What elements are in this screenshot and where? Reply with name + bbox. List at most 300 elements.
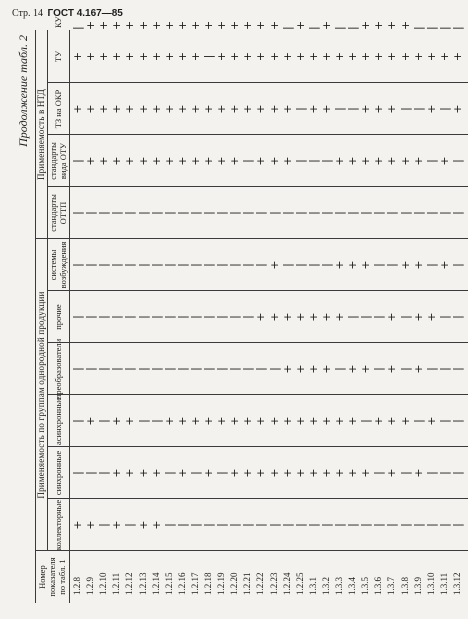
table-cell-mark: + bbox=[110, 468, 124, 478]
table-cell-mark: + bbox=[123, 20, 137, 30]
table-cell-mark: | bbox=[215, 315, 229, 319]
table-cell-mark: + bbox=[84, 51, 98, 62]
table-cell-mark: + bbox=[424, 104, 438, 114]
table-cell-mark: + bbox=[359, 468, 373, 478]
table-cell-mark: | bbox=[293, 263, 307, 267]
table-cell-mark: | bbox=[162, 471, 176, 475]
table-cell-mark: + bbox=[424, 416, 438, 426]
table-cell-mark: + bbox=[84, 20, 98, 30]
table-cell-mark: | bbox=[319, 263, 333, 267]
table-cell-mark: + bbox=[385, 20, 399, 30]
row-label: 1.2.12 bbox=[124, 572, 135, 595]
table-cell-mark: + bbox=[149, 51, 163, 62]
table-cell-mark: + bbox=[333, 156, 346, 166]
table-cell-mark: + bbox=[136, 51, 150, 62]
table-cell-mark: | bbox=[319, 159, 333, 163]
rotated-table bbox=[15, 16, 464, 603]
table-cell-mark: | bbox=[450, 211, 464, 215]
row-label: 1.3.1 bbox=[307, 577, 318, 595]
table-cell-mark: | bbox=[71, 367, 84, 371]
table-cell-mark: | bbox=[372, 263, 386, 267]
table-cell-mark: + bbox=[136, 156, 150, 166]
table-cell-mark: + bbox=[136, 104, 150, 114]
table-cell-mark: + bbox=[385, 468, 399, 478]
table-cell-mark: | bbox=[450, 159, 464, 163]
table-cell-mark: + bbox=[175, 468, 189, 478]
table-caption: Продолжение табл. 2 bbox=[16, 35, 30, 147]
table-cell-mark: + bbox=[202, 20, 215, 30]
table-cell-mark: | bbox=[450, 471, 464, 475]
table-cell-mark: + bbox=[254, 20, 268, 30]
table-cell-mark: | bbox=[123, 523, 137, 527]
table-cell-mark: + bbox=[162, 156, 176, 166]
row-label: 1.3.4 bbox=[347, 577, 358, 595]
table-cell-mark: + bbox=[267, 51, 281, 62]
table-cell-mark: | bbox=[319, 523, 333, 527]
row-label: 1.2.9 bbox=[85, 577, 96, 595]
table-cell-mark: + bbox=[215, 156, 229, 166]
table-cell-mark: + bbox=[359, 156, 373, 166]
column-header: системы возбуждения bbox=[48, 241, 68, 289]
table-cell-mark: | bbox=[424, 263, 438, 267]
table-cell-mark: | bbox=[437, 107, 451, 111]
table-cell-mark: + bbox=[372, 51, 386, 62]
table-cell-mark: + bbox=[346, 260, 360, 270]
table-cell-mark: + bbox=[424, 312, 438, 322]
table-cell-mark: | bbox=[398, 315, 412, 319]
table-cell-mark: | bbox=[202, 367, 215, 371]
table-cell-mark: | bbox=[411, 107, 425, 111]
table-cell-mark: | bbox=[333, 26, 346, 30]
table-top-line bbox=[35, 30, 36, 603]
table-cell-mark: + bbox=[280, 312, 294, 322]
header-bottom-line bbox=[69, 30, 70, 603]
table-cell-mark: + bbox=[254, 51, 268, 62]
table-cell-mark: + bbox=[306, 104, 320, 114]
table-cell-mark: + bbox=[241, 104, 255, 114]
table-cell-mark: | bbox=[136, 419, 150, 423]
table-cell-mark: + bbox=[333, 468, 346, 478]
table-cell-mark: + bbox=[97, 156, 111, 166]
table-cell-mark: | bbox=[450, 419, 464, 423]
table-cell-mark: + bbox=[280, 51, 294, 62]
table-cell-mark: | bbox=[359, 419, 373, 423]
table-cell-mark: + bbox=[319, 416, 333, 426]
column-header: асинхронные bbox=[53, 397, 63, 445]
table-cell-mark: + bbox=[123, 104, 137, 114]
table-cell-mark: | bbox=[110, 211, 124, 215]
table-cell-mark: + bbox=[110, 104, 124, 114]
standard-number: ГОСТ 4.167—85 bbox=[47, 8, 123, 19]
table-cell-mark: + bbox=[84, 104, 98, 114]
table-cell-mark: + bbox=[254, 312, 268, 322]
row-label: 1.3.11 bbox=[438, 572, 449, 595]
table-cell-mark: | bbox=[202, 54, 215, 59]
table-cell-mark: + bbox=[411, 260, 425, 270]
table-cell-mark: + bbox=[359, 51, 373, 62]
table-cell-mark: + bbox=[267, 20, 281, 30]
table-cell-mark: | bbox=[162, 211, 176, 215]
table-cell-mark: + bbox=[333, 416, 346, 426]
row-label: 1.3.9 bbox=[412, 577, 423, 595]
table-cell-mark: + bbox=[333, 260, 346, 270]
table-cell-mark: + bbox=[385, 104, 399, 114]
table-cell-mark: + bbox=[319, 364, 333, 374]
table-cell-mark: + bbox=[398, 156, 412, 166]
table-cell-mark: | bbox=[411, 419, 425, 423]
table-cell-mark: + bbox=[424, 51, 438, 62]
table-cell-mark: | bbox=[71, 471, 84, 475]
table-cell-mark: | bbox=[346, 523, 360, 527]
table-cell-mark: | bbox=[149, 263, 163, 267]
table-cell-mark: | bbox=[306, 211, 320, 215]
table-cell-mark: | bbox=[306, 159, 320, 163]
table-cell-mark: | bbox=[333, 107, 346, 111]
table-cell-mark: | bbox=[385, 263, 399, 267]
table-cell-mark: + bbox=[228, 416, 242, 426]
table-cell-mark: + bbox=[398, 416, 412, 426]
table-cell-mark: | bbox=[333, 211, 346, 215]
table-cell-mark: | bbox=[306, 523, 320, 527]
table-cell-mark: + bbox=[188, 416, 202, 426]
table-cell-mark: | bbox=[450, 315, 464, 319]
table-cell-mark: + bbox=[293, 51, 307, 62]
table-cell-mark: + bbox=[110, 416, 124, 426]
table-cell-mark: + bbox=[372, 416, 386, 426]
table-cell-mark: | bbox=[437, 211, 451, 215]
table-cell-mark: | bbox=[84, 471, 98, 475]
table-cell-mark: + bbox=[215, 51, 229, 62]
table-cell-mark: + bbox=[97, 20, 111, 30]
table-cell-mark: + bbox=[293, 364, 307, 374]
table-cell-mark: | bbox=[424, 159, 438, 163]
table-cell-mark: + bbox=[411, 51, 425, 62]
table-cell-mark: | bbox=[398, 107, 412, 111]
table-cell-mark: + bbox=[385, 312, 399, 322]
row-label: 1.2.14 bbox=[150, 572, 161, 595]
table-cell-mark: | bbox=[228, 263, 242, 267]
row-label: 1.3.2 bbox=[320, 577, 331, 595]
table-cell-mark: + bbox=[136, 520, 150, 530]
table-cell-mark: + bbox=[123, 416, 137, 426]
table-cell-mark: + bbox=[346, 156, 360, 166]
row-label: 1.3.3 bbox=[334, 577, 344, 595]
table-cell-mark: + bbox=[188, 156, 202, 166]
table-cell-mark: + bbox=[372, 104, 386, 114]
table-cell-mark: + bbox=[149, 520, 163, 530]
table-cell-mark: | bbox=[188, 367, 202, 371]
column-header: стандарты вида ОТУ bbox=[48, 142, 68, 180]
table-cell-mark: | bbox=[110, 367, 124, 371]
table-cell-mark: | bbox=[241, 367, 255, 371]
table-cell-mark: | bbox=[175, 263, 189, 267]
table-cell-mark: | bbox=[215, 263, 229, 267]
row-label: 1.3.7 bbox=[386, 577, 397, 595]
row-label: 1.2.21 bbox=[242, 572, 253, 595]
table-cell-mark: | bbox=[359, 315, 373, 319]
table-cell-mark: + bbox=[385, 156, 399, 166]
table-cell-mark: + bbox=[359, 20, 373, 30]
row-header-cell: Номер показателя по табл. 1 bbox=[37, 557, 67, 597]
table-cell-mark: | bbox=[450, 523, 464, 527]
table-cell-mark: | bbox=[372, 471, 386, 475]
table-cell-mark: | bbox=[267, 211, 281, 215]
table-cell-mark: | bbox=[136, 263, 150, 267]
table-cell-mark: + bbox=[162, 104, 176, 114]
table-cell-mark: + bbox=[346, 416, 360, 426]
table-cell-mark: | bbox=[411, 211, 425, 215]
table-cell-mark: + bbox=[149, 104, 163, 114]
table-cell-mark: + bbox=[319, 312, 333, 322]
table-cell-mark: | bbox=[306, 26, 320, 30]
table-cell-mark: | bbox=[424, 523, 438, 527]
table-cell-mark: | bbox=[319, 211, 333, 215]
row-label: 1.2.8 bbox=[72, 577, 82, 595]
column-header: преобразователи bbox=[53, 338, 63, 400]
table-cell-mark: | bbox=[398, 471, 412, 475]
table-cell-mark: + bbox=[359, 104, 373, 114]
table-cell-mark: + bbox=[84, 156, 98, 166]
table-cell-mark: | bbox=[385, 523, 399, 527]
row-label: 1.3.8 bbox=[399, 577, 410, 595]
table-cell-mark: | bbox=[71, 159, 84, 163]
table-cell-mark: | bbox=[267, 523, 281, 527]
table-cell-mark: | bbox=[84, 211, 98, 215]
table-cell-mark: + bbox=[280, 468, 294, 478]
table-cell-mark: + bbox=[306, 51, 320, 62]
table-cell-mark: | bbox=[254, 367, 268, 371]
table-cell-mark: | bbox=[228, 523, 242, 527]
table-cell-mark: + bbox=[84, 520, 98, 530]
table-cell-mark: + bbox=[175, 20, 189, 30]
column-header: синхронные bbox=[53, 450, 63, 496]
table-cell-mark: + bbox=[254, 156, 268, 166]
row-label: 1.2.18 bbox=[203, 572, 213, 595]
table-cell-mark: | bbox=[71, 211, 84, 215]
row-label: 1.2.10 bbox=[98, 572, 109, 595]
table-cell-mark: + bbox=[228, 51, 242, 62]
table-cell-mark: + bbox=[306, 364, 320, 374]
table-cell-mark: | bbox=[267, 367, 281, 371]
table-cell-mark: + bbox=[123, 468, 137, 478]
table-cell-mark: + bbox=[228, 20, 242, 30]
table-cell-mark: + bbox=[267, 156, 281, 166]
table-cell-mark: + bbox=[228, 156, 242, 166]
table-cell-mark: | bbox=[411, 26, 425, 30]
table-cell-mark: + bbox=[71, 104, 84, 114]
table-cell-mark: + bbox=[437, 260, 451, 270]
table-cell-mark: + bbox=[202, 468, 215, 478]
table-cell-mark: + bbox=[241, 51, 255, 62]
table-cell-mark: + bbox=[254, 416, 268, 426]
table-cell-mark: + bbox=[267, 312, 281, 322]
table-cell-mark: + bbox=[97, 51, 111, 62]
table-cell-mark: + bbox=[359, 364, 373, 374]
table-cell-mark: + bbox=[359, 260, 373, 270]
table-cell-mark: | bbox=[71, 315, 84, 319]
table-cell-mark: | bbox=[241, 523, 255, 527]
table-cell-mark: + bbox=[162, 20, 176, 30]
table-cell-mark: | bbox=[293, 523, 307, 527]
table-cell-mark: + bbox=[293, 468, 307, 478]
table-cell-mark: + bbox=[110, 20, 124, 30]
table-cell-mark: | bbox=[149, 315, 163, 319]
table-cell-mark: | bbox=[424, 367, 438, 371]
table-cell-mark: | bbox=[228, 315, 242, 319]
table-cell-mark: + bbox=[398, 20, 412, 30]
table-cell-mark: | bbox=[202, 263, 215, 267]
table-cell-mark: | bbox=[228, 367, 242, 371]
table-cell-mark: + bbox=[306, 416, 320, 426]
table-cell-mark: | bbox=[175, 315, 189, 319]
group-ntd-header: Применяемость в НТД bbox=[36, 88, 46, 181]
table-cell-mark: + bbox=[306, 468, 320, 478]
row-label: 1.2.23 bbox=[268, 572, 279, 595]
table-cell-mark: | bbox=[215, 471, 229, 475]
table-cell-mark: | bbox=[188, 523, 202, 527]
table-cell-mark: + bbox=[306, 312, 320, 322]
table-cell-mark: + bbox=[437, 156, 451, 166]
table-cell-mark: | bbox=[202, 523, 215, 527]
table-cell-mark: + bbox=[228, 468, 242, 478]
table-cell-mark: | bbox=[346, 26, 360, 30]
table-cell-mark: | bbox=[424, 211, 438, 215]
table-cell-mark: | bbox=[188, 211, 202, 215]
table-cell-mark: | bbox=[241, 159, 255, 163]
table-cell-mark: + bbox=[346, 468, 360, 478]
row-label: 1.2.22 bbox=[255, 572, 266, 595]
table-cell-mark: | bbox=[71, 419, 84, 423]
table-cell-mark: + bbox=[215, 20, 229, 30]
table-cell-mark: | bbox=[123, 315, 137, 319]
table-cell-mark: | bbox=[346, 211, 360, 215]
table-cell-mark: + bbox=[175, 156, 189, 166]
table-cell-mark: + bbox=[411, 364, 425, 374]
table-cell-mark: | bbox=[280, 211, 294, 215]
table-cell-mark: + bbox=[71, 520, 84, 530]
table-cell-mark: | bbox=[398, 367, 412, 371]
table-cell-mark: | bbox=[228, 211, 242, 215]
table-cell-mark: + bbox=[267, 260, 281, 270]
table-cell-mark: + bbox=[123, 156, 137, 166]
table-cell-mark: | bbox=[97, 263, 111, 267]
table-cell-mark: + bbox=[241, 468, 255, 478]
table-cell-mark: | bbox=[162, 367, 176, 371]
table-cell-mark: | bbox=[136, 367, 150, 371]
table-cell-mark: | bbox=[398, 523, 412, 527]
table-cell-mark: | bbox=[372, 211, 386, 215]
table-cell-mark: | bbox=[71, 26, 84, 30]
table-cell-mark: + bbox=[411, 468, 425, 478]
column-header: ТЗ на ОКР bbox=[53, 89, 63, 129]
table-cell-mark: + bbox=[175, 416, 189, 426]
table-cell-mark: + bbox=[202, 104, 215, 114]
table-cell-mark: | bbox=[280, 263, 294, 267]
table-cell-mark: | bbox=[136, 211, 150, 215]
table-cell-mark: | bbox=[450, 26, 464, 30]
table-cell-mark: + bbox=[398, 51, 412, 62]
table-cell-mark: | bbox=[254, 211, 268, 215]
table-cell-mark: | bbox=[424, 26, 438, 30]
group-products-header: Применяемость по группам однородной продукции bbox=[36, 291, 46, 499]
table-cell-mark: + bbox=[149, 468, 163, 478]
table-cell-mark: + bbox=[450, 104, 464, 114]
table-cell-mark: | bbox=[71, 263, 84, 267]
table-cell-mark: | bbox=[188, 263, 202, 267]
table-cell-mark: | bbox=[346, 315, 360, 319]
table-cell-mark: | bbox=[162, 263, 176, 267]
table-cell-mark: | bbox=[188, 471, 202, 475]
table-cell-mark: | bbox=[437, 315, 451, 319]
table-cell-mark: + bbox=[215, 416, 229, 426]
table-cell-mark: | bbox=[84, 315, 98, 319]
table-cell-mark: + bbox=[372, 20, 386, 30]
table-cell-mark: + bbox=[254, 468, 268, 478]
column-header: коллекторные bbox=[53, 499, 63, 551]
table-cell-mark: + bbox=[149, 20, 163, 30]
page-label: Стр. 14 bbox=[12, 8, 44, 19]
table-cell-mark: + bbox=[84, 416, 98, 426]
table-cell-mark: | bbox=[280, 26, 294, 30]
row-label: 1.2.15 bbox=[163, 572, 174, 595]
table-cell-mark: + bbox=[136, 20, 150, 30]
table-cell-mark: | bbox=[97, 211, 111, 215]
table-cell-mark: + bbox=[280, 416, 294, 426]
table-cell-mark: + bbox=[267, 468, 281, 478]
row-label: 1.2.17 bbox=[189, 572, 200, 595]
table-cell-mark: | bbox=[97, 367, 111, 371]
table-cell-mark: | bbox=[123, 263, 137, 267]
table-cell-mark: | bbox=[437, 471, 451, 475]
table-cell-mark: + bbox=[293, 416, 307, 426]
row-label: 1.3.6 bbox=[373, 577, 384, 595]
table-cell-mark: | bbox=[398, 211, 412, 215]
table-cell-mark: | bbox=[333, 523, 346, 527]
table-cell-mark: | bbox=[293, 159, 307, 163]
table-cell-mark: | bbox=[254, 523, 268, 527]
table-cell-mark: + bbox=[319, 468, 333, 478]
table-cell-mark: + bbox=[110, 51, 124, 62]
table-cell-mark: + bbox=[411, 156, 425, 166]
table-cell-mark: + bbox=[346, 364, 360, 374]
table-cell-mark: | bbox=[424, 471, 438, 475]
table-cell-mark: | bbox=[202, 315, 215, 319]
table-cell-mark: + bbox=[241, 416, 255, 426]
table-cell-mark: | bbox=[359, 211, 373, 215]
table-cell-mark: + bbox=[110, 520, 124, 530]
table-cell-mark: | bbox=[241, 211, 255, 215]
table-cell-mark: | bbox=[450, 263, 464, 267]
table-cell-mark: | bbox=[293, 107, 307, 111]
table-cell-mark: | bbox=[97, 523, 111, 527]
table-cell-mark: | bbox=[346, 107, 360, 111]
table-cell-mark: + bbox=[293, 312, 307, 322]
table-cell-mark: + bbox=[280, 104, 294, 114]
table-cell-mark: | bbox=[97, 419, 111, 423]
table-cell-mark: | bbox=[175, 211, 189, 215]
table-cell-mark: + bbox=[346, 51, 360, 62]
table-cell-mark: | bbox=[333, 367, 346, 371]
table-cell-mark: | bbox=[149, 211, 163, 215]
row-label: 1.2.11 bbox=[111, 572, 122, 595]
row-label: 1.2.13 bbox=[137, 572, 148, 595]
table-cell-mark: + bbox=[215, 104, 229, 114]
table-cell-mark: + bbox=[293, 20, 307, 30]
table-cell-mark: + bbox=[267, 104, 281, 114]
table-cell-mark: + bbox=[175, 51, 189, 62]
table-cell-mark: + bbox=[202, 156, 215, 166]
table-cell-mark: + bbox=[385, 416, 399, 426]
